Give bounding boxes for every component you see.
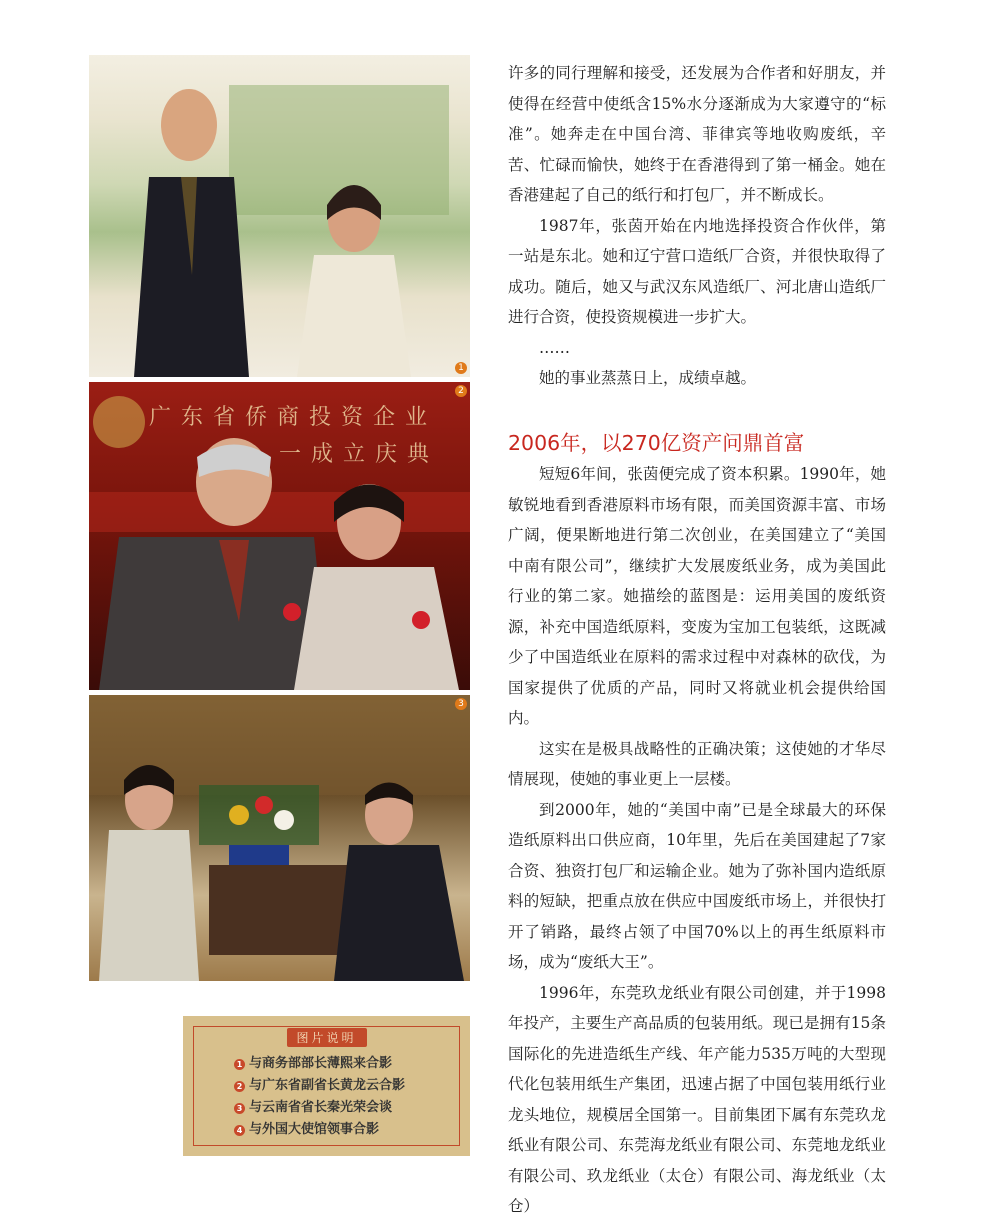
- photo-3: [89, 695, 470, 981]
- caption-item: [234, 1075, 405, 1097]
- article-paragraph: 这实在是极具战略性的正确决策；这使她的才华尽情展现，使她的事业更上一层楼。: [508, 739, 886, 788]
- article-paragraph: 1996年，东莞玖龙纸业有限公司创建，并于1998年投产，主要生产高品质的包装用纸。现已是拥有15条国际化的先进造纸生产线、年产能力535万吨的大型现代化包装用纸生产集团，迅速占据了中国包装用纸行业龙头地位，规模居全国第一。目前集团下属有东莞玖龙纸业有限公司、东莞海龙纸业有限公司、东莞地龙纸业有限公司、玖龙纸业（太仓）有限公司、海龙纸业（太仓）: [508, 983, 886, 1215]
- photo-1-scene: [89, 55, 470, 377]
- photo-2-banner-line-1: 广东省侨商投资企业: [149, 405, 438, 430]
- photo-3-scene: [89, 695, 470, 981]
- caption-text: 与广东省副省长黄龙云合影: [249, 1078, 406, 1093]
- caption-item: [234, 1119, 405, 1141]
- photo-1-number-badge: 1: [455, 362, 467, 374]
- photo-2-banner-line-2: 一成立庆典: [279, 442, 440, 467]
- caption-number-badge: 2: [234, 1081, 245, 1092]
- photo-1: [89, 55, 470, 377]
- article-text-bottom: [508, 459, 886, 1222]
- caption-item: [234, 1097, 405, 1119]
- article-paragraph: 她的事业蒸蒸日上，成绩卓越。: [539, 369, 757, 387]
- article-paragraph: 到2000年，她的“美国中南”已是全球最大的环保造纸原料出口供应商，10年里，先后在美国建起了7家合资、独资打包厂和运输企业。她为了弥补国内造纸原料的短缺，把重点放在供应中国废纸市场上，并很快打开了销路，最终占领了中国70%以上的再生纸原料市场，成为“废纸大王”。: [508, 800, 886, 971]
- caption-number-badge: 4: [234, 1125, 245, 1136]
- photo-2-number-badge: 2: [455, 385, 467, 397]
- caption-item: [234, 1053, 405, 1075]
- photo-3-number-badge: 3: [455, 698, 467, 710]
- photo-captions-box: [183, 1016, 470, 1156]
- caption-number-badge: 3: [234, 1103, 245, 1114]
- photo-captions-title: 图片说明: [286, 1028, 366, 1047]
- caption-text: 与外国大使馆领事合影: [249, 1122, 380, 1137]
- caption-number-badge: 1: [234, 1059, 245, 1070]
- article-text-top: [508, 58, 886, 394]
- article-ellipsis: ……: [539, 338, 570, 357]
- photo-captions-list: [234, 1053, 405, 1141]
- section-heading: 2006年，以270亿资产问鼎首富: [508, 431, 805, 455]
- caption-text: 与商务部部长薄熙来合影: [249, 1056, 393, 1071]
- photo-captions-frame: [193, 1026, 460, 1146]
- article-paragraph: 短短6年间，张茵便完成了资本积累。1990年，她敏锐地看到香港原料市场有限，而美国资源丰富、市场广阔，便果断地进行第二次创业，在美国建立了“美国中南有限公司”，继续扩大发展废纸业务，成为美国此行业的第二家。她描绘的蓝图是：运用美国的废纸资源，补充中国造纸原料，变废为宝加工包装纸，这既减少了中国造纸业在原料的需求过程中对森林的砍伐，为国家提供了优质的产品，同时又将就业机会提供给国内。: [508, 465, 886, 727]
- article-paragraph: 许多的同行理解和接受，还发展为合作者和好朋友，并使得在经营中使纸含15%水分逐渐成为大家遵守的“标准”。她奔走在中国台湾、菲律宾等地收购废纸，辛苦、忙碌而愉快，她终于在香港得到了第一桶金。她在香港建起了自己的纸行和打包厂，并不断成长。: [508, 64, 886, 204]
- photo-2: [89, 382, 470, 690]
- article-paragraph: 1987年，张茵开始在内地选择投资合作伙伴，第一站是东北。她和辽宁营口造纸厂合资，并很快取得了成功。随后，她又与武汉东风造纸厂、河北唐山造纸厂进行合资，使投资规模进一步扩大。: [508, 216, 886, 326]
- caption-text: 与云南省省长秦光荣会谈: [249, 1100, 393, 1115]
